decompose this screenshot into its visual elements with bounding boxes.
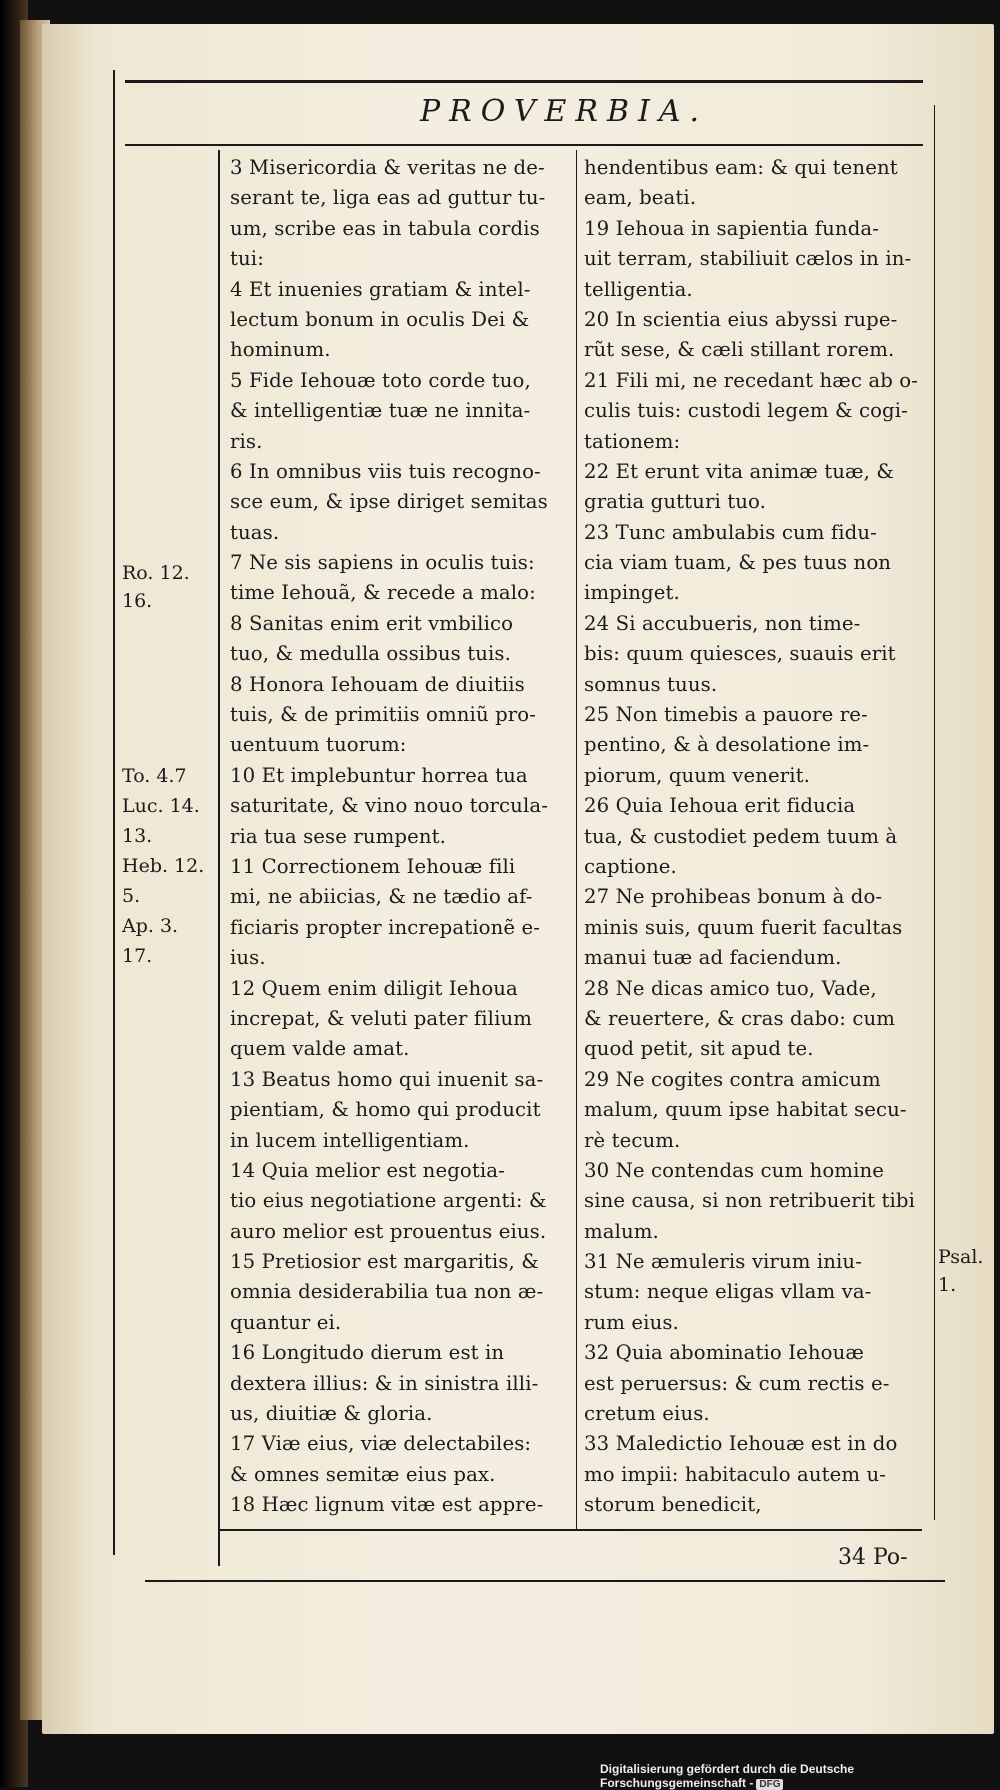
margin-note-right-1 xyxy=(938,1245,988,1301)
text-line: 18 Hæc lignum vitæ est appre- xyxy=(230,1493,544,1517)
text-line: cretum eius. xyxy=(584,1402,710,1426)
text-line: stum: neque eligas vllam va- xyxy=(584,1280,872,1304)
text-line: 8 Honora Iehouam de diuitiis xyxy=(230,672,525,696)
text-line: auro melior est prouentus eius. xyxy=(230,1219,547,1243)
text-line: dextera illius: & in sinistra illi- xyxy=(230,1371,539,1395)
text-line: eam, beati. xyxy=(584,186,697,210)
text-line: gratia gutturi tuo. xyxy=(584,490,766,514)
text-line: 33 Maledictio Iehouæ est in do xyxy=(584,1432,898,1456)
margin-note-line: Psal. xyxy=(938,1246,984,1268)
text-line: quod petit, sit apud te. xyxy=(584,1037,814,1061)
text-line: um, scribe eas in tabula cordis xyxy=(230,216,540,240)
text-line: uit terram, stabiliuit cælos in in- xyxy=(584,247,912,271)
text-line: minis suis, quum fuerit facultas xyxy=(584,915,903,939)
text-line: hominum. xyxy=(230,338,331,362)
text-line: 32 Quia abominatio Iehouæ xyxy=(584,1341,864,1365)
dfg-logo-icon: DFG xyxy=(756,1779,783,1790)
text-line: quantur ei. xyxy=(230,1310,342,1334)
text-line: hendentibus eam: & qui tenent xyxy=(584,156,898,179)
text-line: saturitate, & vino nouo torcula- xyxy=(230,794,548,818)
text-line: time Iehouã, & recede a malo: xyxy=(230,581,536,605)
text-line: 8 Sanitas enim erit vmbilico xyxy=(230,611,514,635)
text-line: sine causa, si non retribuerit tibi xyxy=(584,1189,916,1213)
text-line: 12 Quem enim diligit Iehoua xyxy=(230,976,518,1000)
text-line: 21 Fili mi, ne recedant hæc ab o- xyxy=(584,368,918,392)
text-line: & reuertere, & cras dabo: cum xyxy=(584,1006,896,1030)
text-line: 20 In scientia eius abyssi rupe- xyxy=(584,307,898,331)
text-line: tationem: xyxy=(584,429,681,453)
text-column-right xyxy=(584,153,929,1521)
text-line: cia viam tuam, & pes tuus non xyxy=(584,551,892,575)
text-line: 4 Et inuenies gratiam & intel- xyxy=(230,277,531,301)
text-line: captione. xyxy=(584,854,677,878)
text-line: 22 Et erunt vita animæ tuæ, & xyxy=(584,459,894,483)
margin-note-line: 13. xyxy=(122,825,153,847)
text-line: 17 Viæ eius, viæ delectabiles: xyxy=(230,1432,532,1456)
text-line: rum eius. xyxy=(584,1310,679,1334)
text-line: tio eius negotiatione argenti: & xyxy=(230,1189,547,1213)
header-rule-top xyxy=(125,80,923,83)
footer-text: Digitalisierung gefördert durch die Deutsche Forschungsgemeinschaft - xyxy=(600,1762,855,1790)
text-line: 14 Quia melior est negotia- xyxy=(230,1158,505,1182)
margin-note-line: Ap. 3. xyxy=(122,915,179,937)
text-line: 16 Longitudo dierum est in xyxy=(230,1341,505,1365)
text-line: mo impii: habitaculo autem u- xyxy=(584,1462,887,1486)
margin-note-line: Heb. 12. xyxy=(122,855,205,877)
text-line: rũt sese, & cæli stillant rorem. xyxy=(584,338,895,362)
text-line: us, diuitiæ & gloria. xyxy=(230,1402,433,1426)
text-line: ficiaris propter increpationẽ e- xyxy=(230,915,540,939)
text-line: telligentia. xyxy=(584,277,693,301)
text-line: manui tuæ ad faciendum. xyxy=(584,946,842,970)
text-line: & intelligentiæ tuæ ne innita- xyxy=(230,399,531,423)
column-divider-rule xyxy=(576,150,577,1530)
margin-divider-rule xyxy=(218,150,220,1566)
running-header: PROVERBIA. xyxy=(420,94,709,129)
text-column-left xyxy=(230,153,570,1521)
text-line: 13 Beatus homo qui inuenit sa- xyxy=(230,1067,544,1091)
text-line: 28 Ne dicas amico tuo, Vade, xyxy=(584,976,877,1000)
text-line: omnia desiderabilia tua non æ- xyxy=(230,1280,544,1304)
text-line: ria tua sese rumpent. xyxy=(230,824,447,848)
text-line: serant te, liga eas ad guttur tu- xyxy=(230,186,546,210)
margin-note-left-2 xyxy=(122,764,207,974)
text-line: 7 Ne sis sapiens in oculis tuis: xyxy=(230,551,535,575)
text-line: in lucem intelligentiam. xyxy=(230,1128,470,1152)
text-line: culis tuis: custodi legem & cogi- xyxy=(584,399,908,423)
text-line: 19 Iehoua in sapientia funda- xyxy=(584,216,879,240)
text-line: 11 Correctionem Iehouæ fili xyxy=(230,854,516,878)
text-line: malum, quum ipse habitat secu- xyxy=(584,1098,907,1122)
page-bottom-rule xyxy=(145,1580,945,1582)
text-line: uentuum tuorum: xyxy=(230,733,407,757)
text-line: 3 Misericordia & veritas ne de- xyxy=(230,156,545,179)
text-line: 24 Si accubueris, non time- xyxy=(584,611,861,635)
text-line: 31 Ne æmuleris virum iniu- xyxy=(584,1250,862,1274)
text-line: piorum, quum venerit. xyxy=(584,763,810,787)
text-line: bis: quum quiesces, suauis erit xyxy=(584,642,896,666)
text-line: & omnes semitæ eius pax. xyxy=(230,1462,496,1486)
text-line: mi, ne abiicias, & ne tædio af- xyxy=(230,885,533,909)
text-line: 10 Et implebuntur horrea tua xyxy=(230,763,528,787)
text-line: malum. xyxy=(584,1219,659,1243)
margin-note-line: 16. xyxy=(122,590,153,612)
text-line: ius. xyxy=(230,946,266,970)
text-line: 27 Ne prohibeas bonum à do- xyxy=(584,885,883,909)
text-line: 5 Fide Iehouæ toto corde tuo, xyxy=(230,368,531,392)
text-line: 29 Ne cogites contra amicum xyxy=(584,1067,881,1091)
outer-vertical-rule xyxy=(113,70,115,1555)
margin-note-left-1 xyxy=(122,561,207,617)
text-line: pentino, & à desolatione im- xyxy=(584,733,870,757)
margin-note-line: 17. xyxy=(122,945,153,967)
text-line: tua, & custodiet pedem tuum à xyxy=(584,824,898,848)
text-line: quem valde amat. xyxy=(230,1037,410,1061)
text-line: sce eum, & ipse diriget semitas xyxy=(230,490,548,514)
text-bottom-rule xyxy=(220,1529,922,1531)
text-line: tuis, & de primitiis omniũ pro- xyxy=(230,703,536,727)
margin-note-line: 5. xyxy=(122,885,141,907)
right-vertical-rule xyxy=(934,105,935,1520)
margin-note-line: Ro. 12. xyxy=(122,562,190,584)
text-line: 30 Ne contendas cum homine xyxy=(584,1158,885,1182)
text-line: tui: xyxy=(230,247,264,271)
text-line: storum benedicit, xyxy=(584,1493,762,1517)
margin-note-line: Luc. 14. xyxy=(122,795,200,817)
margin-note-line: To. 4.7 xyxy=(122,765,187,787)
text-line: tuo, & medulla ossibus tuis. xyxy=(230,642,511,666)
text-line: 26 Quia Iehoua erit fiducia xyxy=(584,794,856,818)
text-line: est peruersus: & cum rectis e- xyxy=(584,1371,890,1395)
text-line: tuas. xyxy=(230,520,280,544)
text-line: impinget. xyxy=(584,581,680,605)
text-line: rè tecum. xyxy=(584,1128,681,1152)
catchword: 34 Po- xyxy=(838,1545,908,1570)
text-line: pientiam, & homo qui producit xyxy=(230,1098,541,1122)
text-line: 23 Tunc ambulabis cum fidu- xyxy=(584,520,877,544)
text-line: increpat, & veluti pater filium xyxy=(230,1006,533,1030)
text-line: 25 Non timebis a pauore re- xyxy=(584,703,868,727)
text-line: lectum bonum in oculis Dei & xyxy=(230,307,530,331)
text-line: somnus tuus. xyxy=(584,672,718,696)
text-line: ris. xyxy=(230,429,263,453)
text-line: 15 Pretiosior est margaritis, & xyxy=(230,1250,539,1274)
header-rule-bottom xyxy=(125,144,923,146)
digitization-footer xyxy=(600,1762,1000,1790)
margin-note-line: 1. xyxy=(938,1274,957,1296)
text-line: 6 In omnibus viis tuis recogno- xyxy=(230,459,541,483)
